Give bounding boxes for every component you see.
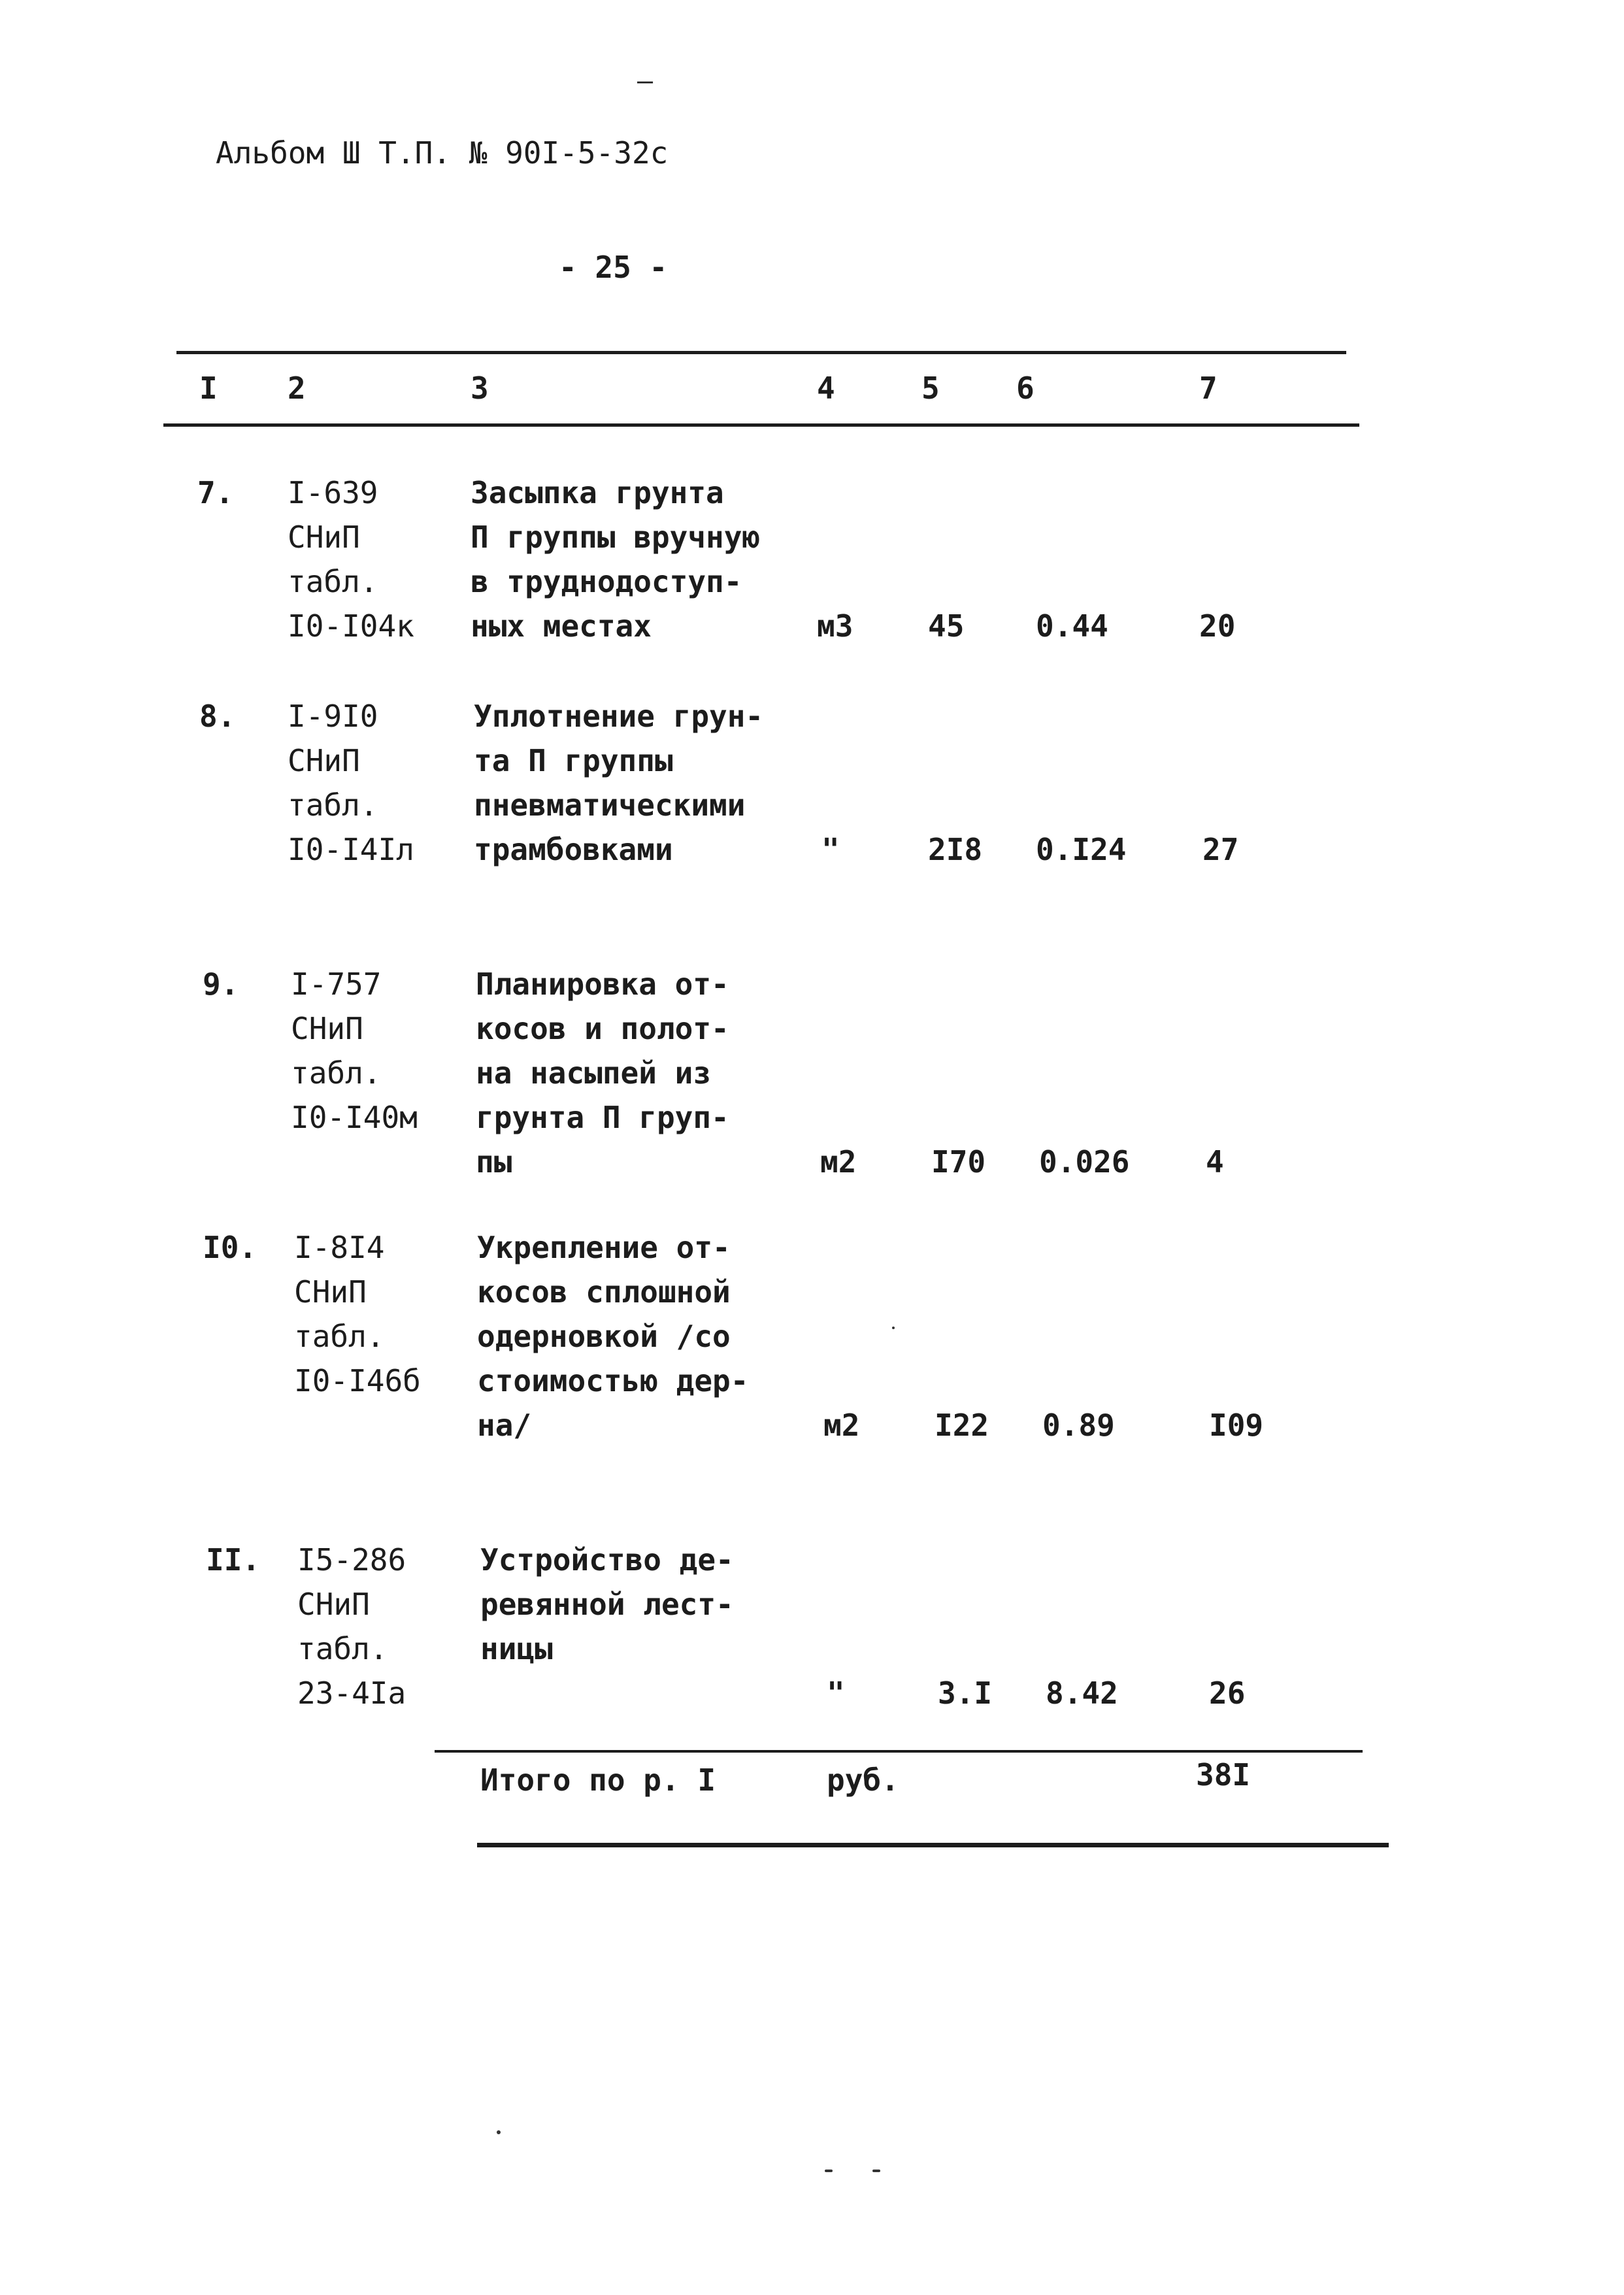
norm-reference	[297, 1538, 406, 1715]
description-line: на насыпей из	[476, 1055, 712, 1091]
norm-reference	[294, 1225, 421, 1403]
norm-reference-line: табл.	[297, 1631, 388, 1666]
work-description	[474, 694, 763, 872]
table-top-rule	[176, 351, 1346, 354]
norm-reference-line: СНиП	[288, 743, 360, 778]
total-label: Итого по р. I	[480, 1762, 716, 1798]
unit-price-cell: 0.44	[1036, 608, 1108, 644]
unit-price-cell: 0.89	[1042, 1408, 1115, 1443]
description-line: ревянной лест-	[480, 1587, 734, 1622]
unit-price-cell: 0.026	[1039, 1144, 1130, 1180]
unit-price-cell: 8.42	[1046, 1676, 1118, 1711]
unit-cell: "	[821, 832, 840, 867]
description-line: на/	[477, 1408, 532, 1443]
work-description	[476, 962, 729, 1184]
norm-reference-line: I0-I04к	[288, 608, 414, 644]
norm-reference	[288, 471, 414, 648]
total-unit: руб.	[827, 1762, 899, 1798]
work-description	[471, 471, 760, 648]
norm-reference-line: СНиП	[291, 1011, 363, 1046]
unit-cell: м2	[823, 1408, 860, 1443]
total-cell: 27	[1202, 832, 1239, 867]
column-header-6: 6	[1016, 371, 1035, 406]
norm-reference-line: СНиП	[288, 520, 360, 555]
norm-reference-line: I-757	[291, 966, 382, 1002]
unit-cell: м2	[820, 1144, 857, 1180]
norm-reference	[291, 962, 418, 1140]
norm-reference-line: I0-I4Iл	[288, 832, 414, 867]
description-line: стоимостью дер-	[477, 1363, 749, 1398]
scan-speck	[825, 2170, 833, 2172]
unit-price-cell: 0.I24	[1036, 832, 1127, 867]
column-header-1: I	[199, 371, 218, 406]
scan-speck	[872, 2170, 880, 2172]
description-line: Засыпка грунта	[471, 475, 724, 510]
unit-cell: "	[827, 1676, 845, 1711]
work-description	[480, 1538, 734, 1671]
description-line: ницы	[480, 1631, 553, 1666]
quantity-cell: 2I8	[928, 832, 983, 867]
total-cell: 26	[1209, 1676, 1246, 1711]
description-line: Уплотнение грун-	[474, 699, 764, 734]
description-line: пы	[476, 1144, 512, 1180]
table-bottom-rule	[477, 1843, 1389, 1847]
norm-reference-line: I-639	[288, 475, 378, 510]
row-number: 7.	[197, 475, 234, 510]
description-line: ных местах	[471, 608, 652, 644]
quantity-cell: 3.I	[938, 1676, 993, 1711]
row-number: 8.	[199, 699, 236, 734]
norm-reference-line: табл.	[288, 564, 378, 599]
grand-total: 38I	[1196, 1757, 1251, 1792]
total-cell: 4	[1206, 1144, 1224, 1180]
page-number: - 25 -	[559, 250, 668, 285]
scan-speck	[497, 2130, 501, 2134]
description-line: пневматическими	[474, 787, 746, 823]
table-header-bottom-rule	[163, 423, 1359, 427]
norm-reference-line: СНиП	[294, 1274, 367, 1310]
row-number: 9.	[203, 966, 239, 1002]
description-line: косов и полот-	[476, 1011, 729, 1046]
column-header-4: 4	[817, 371, 835, 406]
description-line: грунта П груп-	[476, 1100, 729, 1135]
description-line: одерновкой /со	[477, 1319, 731, 1354]
description-line: Укрепление от-	[477, 1230, 731, 1265]
unit-cell: м3	[817, 608, 853, 644]
row-number: I0.	[203, 1230, 257, 1265]
column-header-5: 5	[921, 371, 940, 406]
norm-reference-line: I0-I46б	[294, 1363, 421, 1398]
description-line: Устройство де-	[480, 1542, 734, 1577]
description-line: Планировка от-	[476, 966, 729, 1002]
quantity-cell: I22	[935, 1408, 989, 1443]
row-number: II.	[206, 1542, 261, 1577]
norm-reference-line: СНиП	[297, 1587, 370, 1622]
scan-speck	[892, 1327, 895, 1329]
top-dash: —	[637, 66, 654, 96]
total-cell: 20	[1199, 608, 1236, 644]
album-reference: Альбом Ш Т.П. № 90I-5-32с	[216, 135, 669, 171]
column-header-3: 3	[471, 371, 489, 406]
description-line: та П группы	[474, 743, 673, 778]
norm-reference-line: 23-4Iа	[297, 1676, 406, 1711]
description-line: П группы вручную	[471, 520, 761, 555]
description-line: в труднодоступ-	[471, 564, 742, 599]
norm-reference-line: табл.	[294, 1319, 385, 1354]
norm-reference-line: табл.	[291, 1055, 382, 1091]
work-description	[477, 1225, 748, 1447]
column-header-2: 2	[288, 371, 306, 406]
norm-reference-line: I5-286	[297, 1542, 406, 1577]
quantity-cell: I70	[931, 1144, 986, 1180]
description-line: косов сплошной	[477, 1274, 731, 1310]
norm-reference-line: I0-I40м	[291, 1100, 418, 1135]
total-cell: I09	[1209, 1408, 1264, 1443]
description-line: трамбовками	[474, 832, 673, 867]
quantity-cell: 45	[928, 608, 965, 644]
norm-reference-line: I-9I0	[288, 699, 378, 734]
column-header-7: 7	[1199, 371, 1218, 406]
norm-reference	[288, 694, 414, 872]
norm-reference-line: табл.	[288, 787, 378, 823]
norm-reference-line: I-8I4	[294, 1230, 385, 1265]
